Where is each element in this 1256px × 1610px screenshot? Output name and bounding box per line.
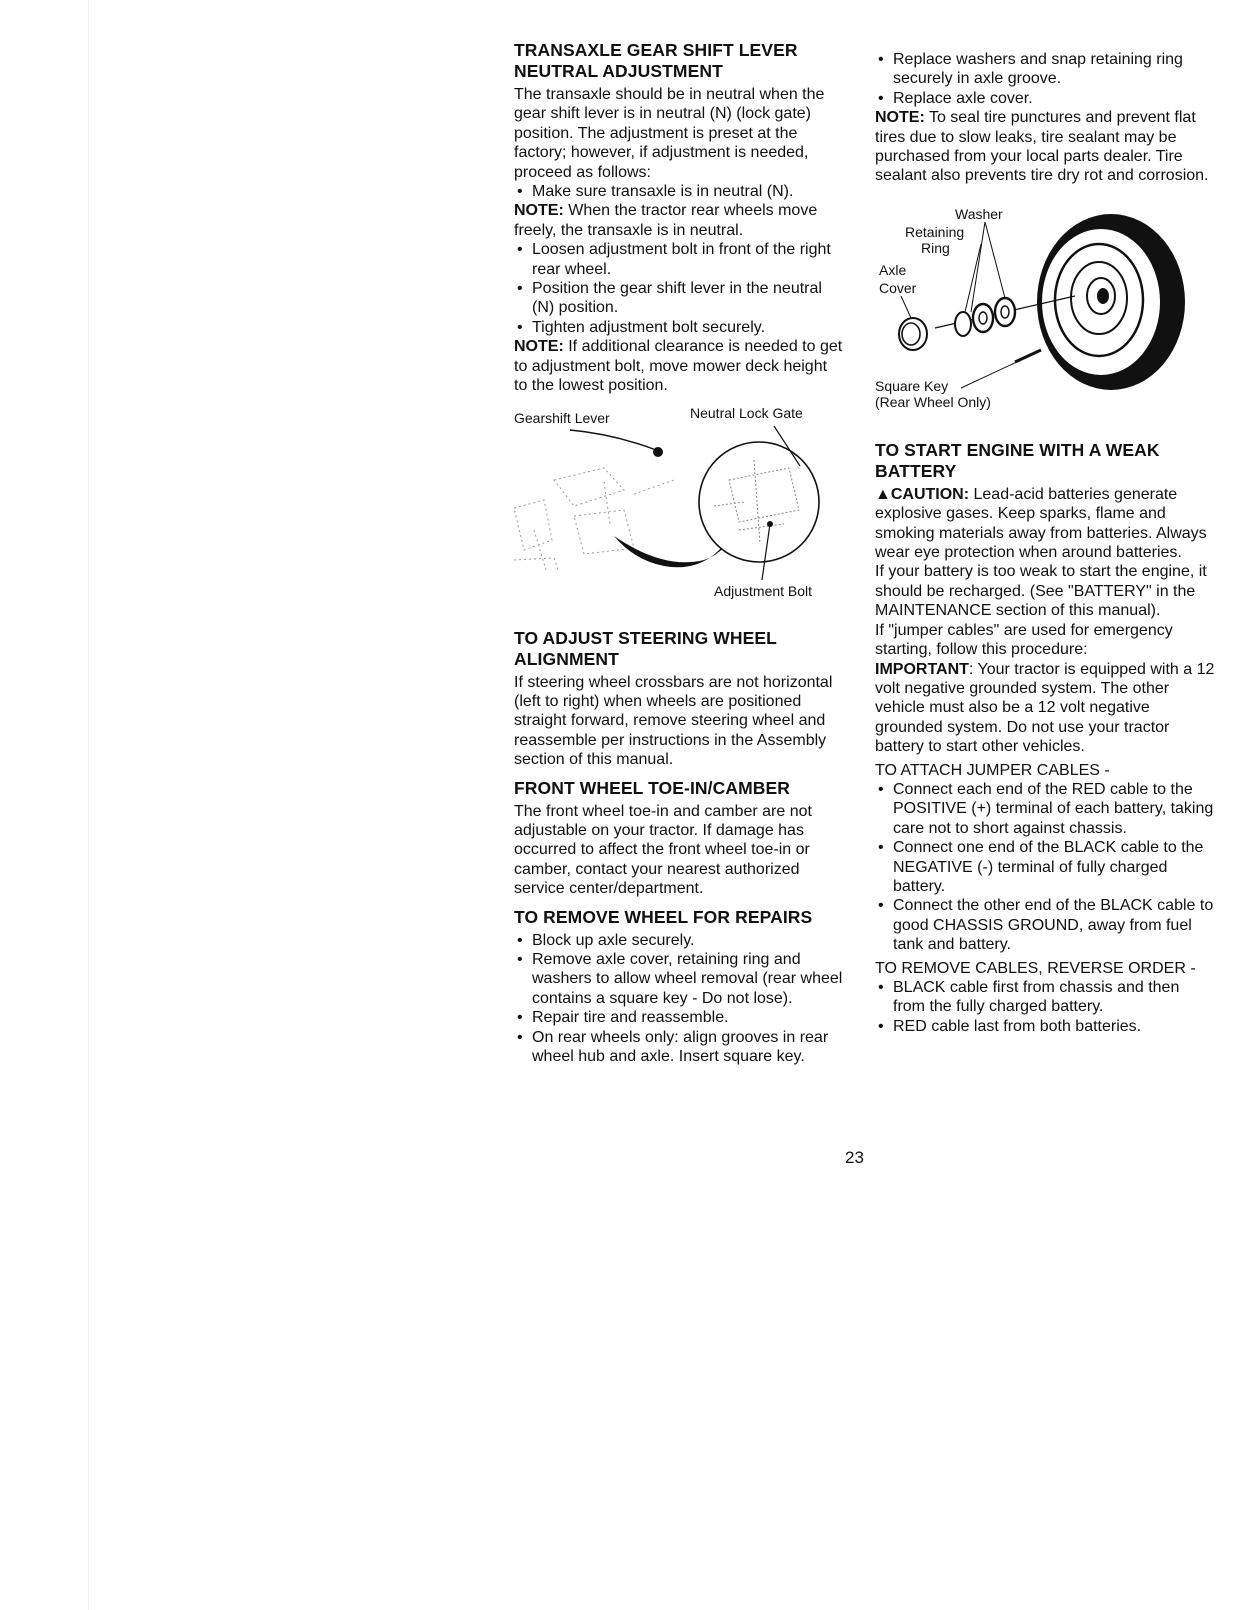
note-label: NOTE:	[514, 202, 564, 220]
sealant-note	[875, 108, 1215, 186]
battery-paragraph-2: If "jumper cables" are used for emergency starting, follow this procedure:	[875, 621, 1173, 659]
caution-paragraph	[875, 485, 1215, 563]
steering-title	[514, 628, 844, 670]
gearshift-intro: The transaxle should be in neutral when the gear shift lever is in neutral (N) (lock gate) position. The adjustment is preset at the factory; however, if adjustment is needed, proceed as follows:	[514, 86, 825, 181]
battery-title-line1: TO START ENGINE WITH A WEAK	[875, 439, 1160, 460]
toein-title: FRONT WHEEL TOE-IN/CAMBER	[514, 777, 791, 798]
note-text: When the tractor rear wheels move freely, the transaxle is in neutral.	[514, 202, 818, 239]
list-item: • Replace washers and snap retaining ring securely in axle groove.	[875, 50, 1215, 89]
label-square-key: Square Key	[875, 377, 949, 394]
list-item: • Remove axle cover, retaining ring and washers to allow wheel removal (rear wheel contains a square key - Do not lose).	[514, 950, 844, 1008]
left-column	[514, 40, 844, 1066]
wheel-repair-title: TO REMOVE WHEEL FOR REPAIRS	[514, 906, 813, 927]
gearshift-step-2: • Loosen adjustment bolt in front of the right rear wheel.	[514, 240, 844, 279]
remove-list	[875, 978, 1215, 1036]
gearshift-note-1	[514, 201, 844, 240]
label-washer: Washer	[955, 205, 1003, 222]
list-item: • Connect the other end of the BLACK cable to good CHASSIS GROUND, away from fuel tank and battery.	[875, 896, 1215, 954]
gearshift-step-4: • Tighten adjustment bolt securely.	[514, 318, 844, 337]
list-item: • Connect one end of the BLACK cable to the NEGATIVE (-) terminal of fully charged battery.	[875, 838, 1215, 896]
list-item: • RED cable last from both batteries.	[875, 1017, 1215, 1036]
gearshift-note-2	[514, 337, 844, 395]
list-item: • Repair tire and reassemble.	[514, 1008, 844, 1027]
note-text: If additional clearance is needed to get to adjustment bolt, move mower deck height to the lowest position.	[514, 338, 843, 395]
attach-heading: TO ATTACH JUMPER CABLES -	[875, 761, 1110, 779]
label-cover: Cover	[879, 279, 917, 296]
important-label: IMPORTANT	[875, 660, 969, 678]
wheel-figure	[875, 200, 1215, 432]
label-neutral-lock-gate: Neutral Lock Gate	[690, 404, 803, 421]
gearshift-title-line1: TRANSAXLE GEAR SHIFT LEVER	[514, 40, 798, 60]
list-item: • On rear wheels only: align grooves in rear wheel hub and axle. Insert square key.	[514, 1028, 844, 1067]
gearshift-step-1: • Make sure transaxle is in neutral (N).	[514, 182, 844, 201]
steering-title-line1: TO ADJUST STEERING WHEEL	[514, 627, 777, 648]
caution-label: CAUTION:	[890, 485, 970, 503]
attach-list	[875, 780, 1215, 955]
label-adjustment-bolt: Adjustment Bolt	[714, 582, 813, 599]
gearshift-figure	[514, 402, 844, 612]
list-item: • Block up axle securely.	[514, 931, 844, 950]
right-column	[875, 40, 1215, 1036]
note-text: To seal tire punctures and prevent flat tires due to slow leaks, tire sealant may be purchased from your local parts dealer. Tire sealant also prevents tire dry rot and corrosion.	[875, 109, 1209, 185]
wheel-repair-list	[514, 931, 844, 1067]
wheel-illustration	[875, 200, 1195, 400]
wheel-continued-list	[875, 50, 1215, 108]
important-text: : Your tractor is equipped with a 12 volt negative grounded system. The other vehicle must also be a 12 volt negative grounded system. Do not use your tractor battery to start other vehicles.	[875, 660, 1215, 756]
battery-title-line2: BATTERY	[875, 460, 957, 481]
important-paragraph	[875, 660, 1215, 757]
page-number: 23	[845, 1148, 864, 1167]
steering-text: If steering wheel crossbars are not horizontal (left to right) when wheels are positioned straight forward, remove steering wheel and reassemble per instructions in the Assembly section of this manual.	[514, 673, 833, 769]
list-item: • Replace axle cover.	[875, 89, 1215, 108]
list-item: • Connect each end of the RED cable to the POSITIVE (+) terminal of each battery, taking care not to short against chassis.	[875, 780, 1215, 838]
warning-triangle-icon: ▲	[875, 485, 891, 503]
gearshift-title-line2: NEUTRAL ADJUSTMENT	[514, 61, 723, 81]
list-item: • BLACK cable first from chassis and then from the fully charged battery.	[875, 978, 1215, 1017]
label-axle: Axle	[879, 261, 907, 278]
remove-heading: TO REMOVE CABLES, REVERSE ORDER -	[875, 959, 1196, 977]
label-rear-wheel-only: (Rear Wheel Only)	[875, 393, 991, 410]
gearshift-step-3: • Position the gear shift lever in the neutral (N) position.	[514, 279, 844, 318]
gearshift-title	[514, 40, 844, 82]
battery-paragraph-1: If your battery is too weak to start the engine, it should be recharged. (See "BATTERY" in the MAINTENANCE section of this manual).	[875, 563, 1207, 620]
note-label: NOTE:	[514, 338, 564, 356]
label-gearshift-lever: Gearshift Lever	[514, 409, 610, 426]
caution-text: Lead-acid batteries generate explosive gases. Keep sparks, flame and smoking materials away from batteries. Always wear eye protection when around batteries.	[875, 485, 1207, 562]
steering-title-line2: ALIGNMENT	[514, 648, 619, 669]
battery-title	[875, 440, 1215, 482]
note-label: NOTE:	[875, 109, 925, 127]
gearshift-illustration	[514, 420, 834, 600]
toein-text: The front wheel toe-in and camber are not adjustable on your tractor. If damage has occurred to affect the front wheel toe-in or camber, contact your nearest authorized service center/department.	[514, 802, 812, 898]
label-retaining: Retaining	[905, 223, 965, 240]
label-ring: Ring	[921, 239, 950, 256]
scan-edge-line	[88, 0, 89, 1610]
